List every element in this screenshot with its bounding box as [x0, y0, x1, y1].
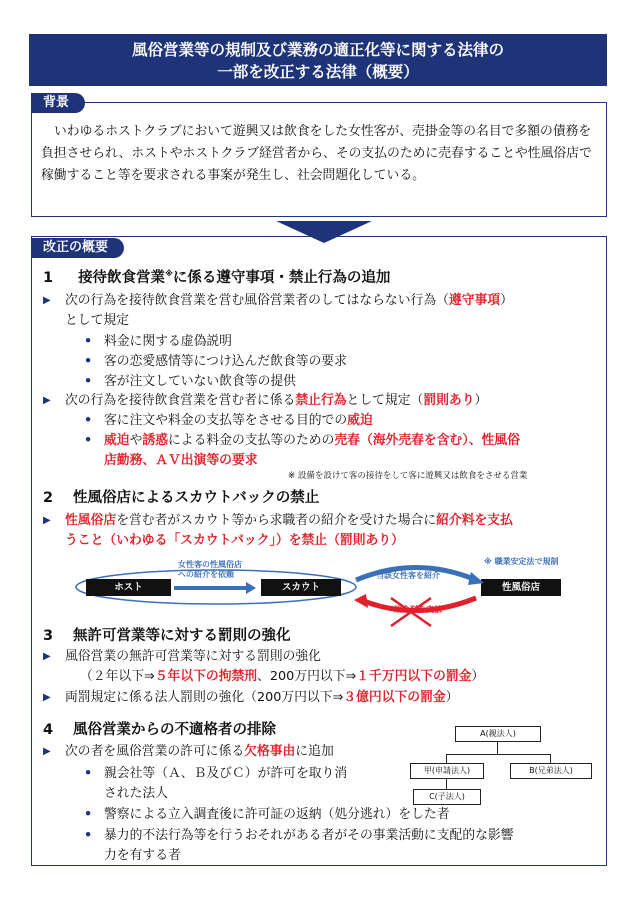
- s4-item-2-text: 警察による立入調査後に許可証の返納（処分逃れ）をした者: [104, 807, 450, 822]
- s4-item-3-cont: 力を有する者: [104, 848, 181, 863]
- triangle-bullet-icon: ▶: [43, 515, 51, 526]
- dot-bullet-icon: •: [84, 807, 93, 822]
- s3-b1-text: 風俗営業の無許可営業等に対する罰則の強化: [65, 649, 321, 664]
- s1-item-1-text: 料金に関する虚偽説明: [104, 334, 232, 349]
- s1-i5-red-1: 威迫: [104, 433, 130, 448]
- org-parent: A(親法人): [455, 726, 541, 742]
- section-2-heading: [43, 486, 319, 507]
- s1-i5-text-a: や: [129, 433, 143, 448]
- dot-bullet-icon: •: [84, 374, 93, 389]
- s3-b2-red: ３億円以下の罰金: [343, 690, 446, 705]
- section-1-title-rest: に係る遵守事項・禁止行為の追加: [172, 270, 391, 286]
- s4-item-1-cont: された法人: [104, 786, 168, 801]
- org-line: [446, 754, 550, 755]
- s4-item-1-text: 親会社等（Ａ、Ｂ及びＣ）が許可を取り消: [104, 766, 348, 781]
- org-line: [550, 754, 551, 763]
- s1-item-3: [84, 372, 296, 392]
- fee-label: 紹介料を支払: [394, 605, 442, 614]
- org-sibling: B(兄弟法人): [510, 763, 592, 779]
- s2-bullet: [43, 511, 513, 531]
- s1-b1-red: 遵守事項: [448, 293, 501, 308]
- section-1-heading: [43, 266, 390, 287]
- s1-b1-text-b: ）: [500, 293, 513, 308]
- s3-l2-a: （２年以下⇒: [80, 669, 155, 684]
- org-child: C(子法人): [413, 789, 481, 805]
- s4-b1-a: 次の者を風俗営業の許可に係る: [65, 744, 245, 759]
- dot-bullet-icon: •: [84, 334, 93, 349]
- triangle-bullet-icon: ▶: [43, 692, 51, 703]
- scout-label: スカウト: [281, 582, 320, 593]
- s1-i5-red-3: 売春（海外売春を含む）、性風俗: [334, 433, 520, 448]
- s1-item-3-text: 客が注文していない飲食等の提供: [104, 374, 296, 389]
- s4-item-3-text: 暴力的不法行為等を行うおそれがある者がその事業活動に支配的な影響: [104, 828, 514, 843]
- s2-text-a: を営む者がスカウト等から求職者の紹介を受けた場合に: [116, 513, 437, 528]
- title-line-1: 風俗営業等の規制及び業務の適正化等に関する法律の: [131, 41, 504, 59]
- s4-b1-red: 欠格事由: [244, 744, 296, 759]
- dot-bullet-icon: •: [84, 766, 93, 781]
- request-arrow-icon: [174, 582, 256, 594]
- section-4-number: 4: [43, 722, 54, 738]
- s4-item-2: [84, 805, 450, 825]
- s1-footnote: ※ 設備を設けて客の接待をして客に遊興又は飲食をさせる営業: [288, 471, 528, 481]
- s1-b1-text-a: 次の行為を接待飲食営業を営む風俗営業者のしてはならない行為（: [65, 293, 449, 308]
- s2-red-2: 紹介料を支払: [436, 513, 513, 528]
- dot-bullet-icon: •: [84, 413, 93, 428]
- section-4-title: 風俗営業からの不適格者の排除: [73, 722, 276, 738]
- s4-item-3: [84, 826, 514, 846]
- s4-bullet: [43, 742, 334, 762]
- section-3-heading: [43, 624, 291, 645]
- s1-item-4-red: 威迫: [347, 413, 373, 428]
- section-1-number: 1: [43, 270, 54, 286]
- page-title: [29, 34, 607, 86]
- org-line: [497, 740, 498, 754]
- s3-l2-red-2: １千万円以下の罰金: [356, 669, 472, 684]
- title-line-2: 一部を改正する法律（概要）: [217, 63, 419, 81]
- triangle-bullet-icon: ▶: [43, 395, 51, 406]
- overview-label: 改正の概要: [31, 238, 124, 258]
- s3-bullet-1: [43, 647, 321, 667]
- section-2-number: 2: [43, 490, 54, 506]
- dot-bullet-icon: •: [84, 433, 93, 448]
- triangle-bullet-icon: ▶: [43, 651, 51, 662]
- org-line: [446, 754, 447, 763]
- section-4-heading: [43, 718, 276, 739]
- s1-item-5-cont: 店勤務、ＡＶ出演等の要求: [104, 453, 258, 468]
- s1-b2-text-b: として規定（: [346, 393, 424, 408]
- background-text: いわゆるホストクラブにおいて遊興又は飲食をした女性客が、売掛金等の名目で多額の債務を負担させられ、ホストやホストクラブ経営者から、その支払のために売春することや性風俗店で稼働すること等を要求される事案が発生し、社会問題化している。: [41, 124, 592, 183]
- s3-l2-c: ）: [471, 669, 485, 684]
- triangle-bullet-icon: ▶: [43, 295, 51, 306]
- request-label: 女性客の性風俗店 への紹介を依頼: [178, 560, 242, 579]
- s1-b2-text-a: 次の行為を接待飲食営業を営む者に係る: [65, 393, 296, 408]
- s1-item-5: [84, 431, 520, 451]
- s3-b2-a: 両罰規定に係る法人罰則の強化（200万円以下⇒: [65, 690, 344, 705]
- s3-l2-b: 、200万円以下⇒: [257, 669, 357, 684]
- s1-b2-red-1: 禁止行為: [295, 393, 347, 408]
- s4-b1-b: に追加: [295, 744, 334, 759]
- s1-bullet-2: [43, 391, 488, 411]
- s1-i5-text-b: による料金の支払等のための: [167, 433, 335, 448]
- s1-item-4: [84, 411, 373, 431]
- s1-b2-text-c: ）: [474, 393, 488, 408]
- s1-item-2: [84, 352, 347, 372]
- section-1-title: 接待飲食営業: [78, 270, 166, 286]
- host-label: ホスト: [114, 582, 143, 593]
- section-3-number: 3: [43, 628, 54, 644]
- s4-item-1: [84, 764, 348, 784]
- s1-i5-red-2: 誘惑: [142, 433, 168, 448]
- s2-red-1: 性風俗店: [65, 513, 117, 528]
- s3-b2-b: ）: [445, 690, 459, 705]
- dot-bullet-icon: •: [84, 828, 93, 843]
- introduce-label: 当該女性客を紹介: [376, 571, 440, 580]
- s1-item-1: [84, 332, 232, 352]
- section-2-title: 性風俗店によるスカウトバックの禁止: [73, 490, 320, 506]
- s3-line-2: [80, 667, 484, 687]
- s1-bullet-1: [43, 291, 513, 311]
- s1-item-2-text: 客の恋愛感情等につけ込んだ飲食等の要求: [104, 354, 347, 369]
- section-1-title-mark: ※: [165, 269, 173, 279]
- s1-bullet-1-cont: として規定: [65, 313, 129, 328]
- dot-bullet-icon: •: [84, 354, 93, 369]
- background-label: 背景: [31, 93, 85, 113]
- triangle-bullet-icon: ▶: [43, 746, 51, 757]
- shop-label: 性風俗店: [501, 582, 540, 593]
- s1-item-4-text: 客に注文や料金の支払等をさせる目的での: [104, 413, 348, 428]
- s3-l2-red-1: ５年以下の拘禁刑: [154, 669, 258, 684]
- org-applicant: 甲(申請法人): [410, 763, 484, 779]
- diagram-note: ※ 職業安定法で規制: [484, 557, 559, 566]
- s2-bullet-cont: うこと（いわゆる「スカウトバック」）を禁止（罰則あり）: [65, 533, 404, 548]
- s3-bullet-2: [43, 688, 459, 708]
- s1-b2-red-2: 罰則あり: [423, 393, 475, 408]
- section-3-title: 無許可営業等に対する罰則の強化: [73, 628, 291, 644]
- fee-arrowhead-icon: [354, 594, 368, 608]
